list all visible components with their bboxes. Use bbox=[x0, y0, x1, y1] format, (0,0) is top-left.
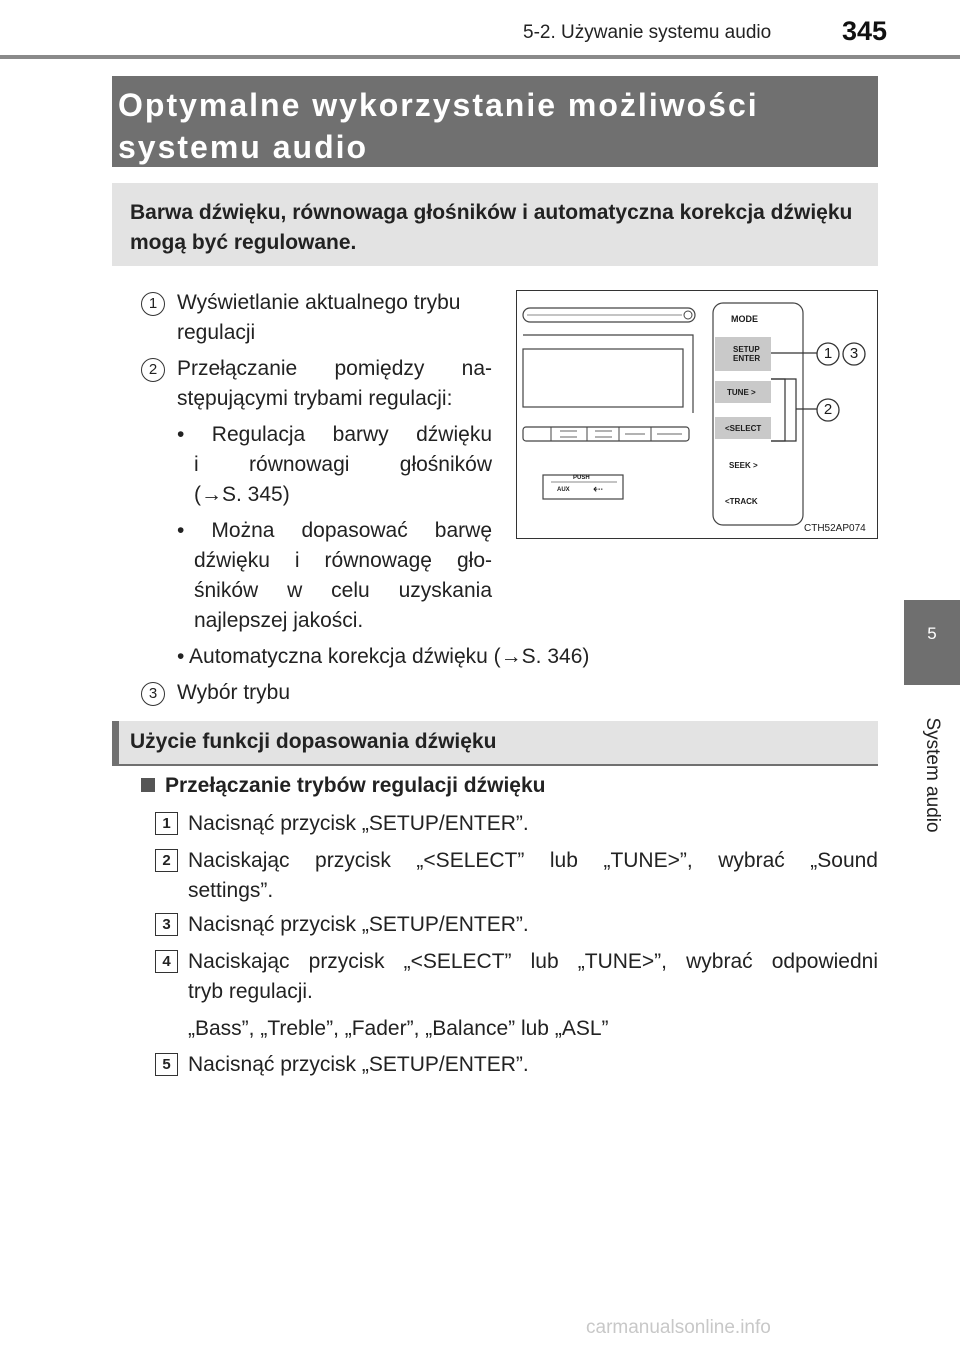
figure-code: CTH52AP074 bbox=[804, 523, 866, 534]
step-1-text: Nacisnąć przycisk „SETUP/ENTER”. bbox=[188, 812, 529, 835]
aux-label: AUX bbox=[557, 487, 570, 493]
push-label: PUSH bbox=[573, 475, 590, 481]
mode-button-label: MODE bbox=[731, 314, 758, 324]
step-4-line-1: Naciskając przycisk „<SELECT” lub „TUNE>”, wybrać odpowiedni bbox=[188, 950, 878, 973]
track-button-label: <TRACK bbox=[725, 497, 758, 506]
chapter-tab bbox=[904, 600, 960, 685]
audio-panel-figure bbox=[516, 290, 878, 539]
figure-callout-3: 3 bbox=[849, 345, 859, 362]
bullet-2-line-1: • Można dopasować barwę bbox=[177, 519, 492, 542]
figure-callout-2: 2 bbox=[823, 401, 833, 418]
item-1-line-2: regulacji bbox=[177, 321, 256, 344]
subheading-accent bbox=[112, 721, 119, 766]
bullet-1-line-1: • Regulacja barwy dźwięku bbox=[177, 423, 492, 446]
item-1-line-1: Wyświetlanie aktualnego trybu bbox=[177, 291, 461, 314]
setup-button-label-1: SETUP bbox=[733, 345, 760, 354]
step-4-line-2: tryb regulacji. bbox=[188, 980, 313, 1003]
item-number-3: 3 bbox=[141, 682, 165, 706]
step-number-1: 1 bbox=[155, 812, 178, 835]
page-number: 345 bbox=[842, 16, 888, 46]
section-title: Optymalne wykorzystanie możliwości systemu audio bbox=[118, 87, 759, 165]
bullet-2-line-3: śników w celu uzyskania bbox=[194, 579, 492, 602]
subheading-underline bbox=[112, 764, 878, 766]
subheading-bar bbox=[112, 721, 878, 766]
step-number-5: 5 bbox=[155, 1053, 178, 1076]
item-number-2: 2 bbox=[141, 358, 165, 382]
bullet-1-line-2: i równowagi głośników bbox=[194, 453, 492, 476]
subheading-text: Użycie funkcji dopasowania dźwięku bbox=[130, 730, 497, 753]
bullet-1-line-3: (→S. 345) bbox=[194, 483, 290, 506]
footer-watermark: carmanualsonline.info bbox=[586, 1317, 771, 1338]
item-number-1: 1 bbox=[141, 292, 165, 316]
tune-button-label: TUNE > bbox=[727, 388, 756, 397]
bullet-2-line-2: dźwięku i równowagę gło- bbox=[194, 549, 492, 572]
section-title-bar bbox=[112, 76, 878, 167]
select-button-label: <SELECT bbox=[725, 424, 762, 433]
seek-button-label: SEEK > bbox=[729, 461, 758, 470]
step-number-2: 2 bbox=[155, 849, 178, 872]
setup-button-label-2: ENTER bbox=[733, 354, 761, 363]
intro-text: Barwa dźwięku, równowaga głośników i automatyczna korekcja dźwięku mogą być regulowane. bbox=[130, 201, 853, 254]
usb-icon: ⇠ bbox=[593, 482, 604, 496]
step-2-line-1: Naciskając przycisk „<SELECT” lub „TUNE>”, wybrać „Sound bbox=[188, 849, 878, 872]
subsection-heading bbox=[141, 774, 545, 798]
chapter-number: 5 bbox=[927, 624, 937, 643]
item-3-line-1: Wybór trybu bbox=[177, 681, 291, 704]
intro-box bbox=[112, 183, 878, 266]
item-2-line-2: stępującymi trybami regulacji: bbox=[177, 387, 453, 410]
step-3-text: Nacisnąć przycisk „SETUP/ENTER”. bbox=[188, 913, 529, 936]
figure-callout-1: 1 bbox=[823, 345, 833, 362]
chapter-label: System audio bbox=[922, 717, 943, 833]
square-bullet-icon bbox=[141, 778, 155, 792]
step-2-line-2: settings”. bbox=[188, 879, 274, 902]
step-number-4: 4 bbox=[155, 950, 178, 973]
header-rule bbox=[0, 55, 960, 59]
step-4-note: „Bass”, „Treble”, „Fader”, „Balance” lub „ASL” bbox=[188, 1017, 609, 1040]
subsection-heading-text: Przełączanie trybów regulacji dźwięku bbox=[165, 774, 546, 797]
step-number-3: 3 bbox=[155, 913, 178, 936]
step-5-text: Nacisnąć przycisk „SETUP/ENTER”. bbox=[188, 1053, 529, 1076]
bullet-3: • Automatyczna korekcja dźwięku (→S. 346) bbox=[177, 645, 590, 668]
running-header-section: 5-2. Używanie systemu audio bbox=[523, 22, 772, 43]
bullet-2-line-4: najlepszej jakości. bbox=[194, 609, 364, 632]
item-2-line-1: Przełączanie pomiędzy na- bbox=[177, 357, 492, 380]
